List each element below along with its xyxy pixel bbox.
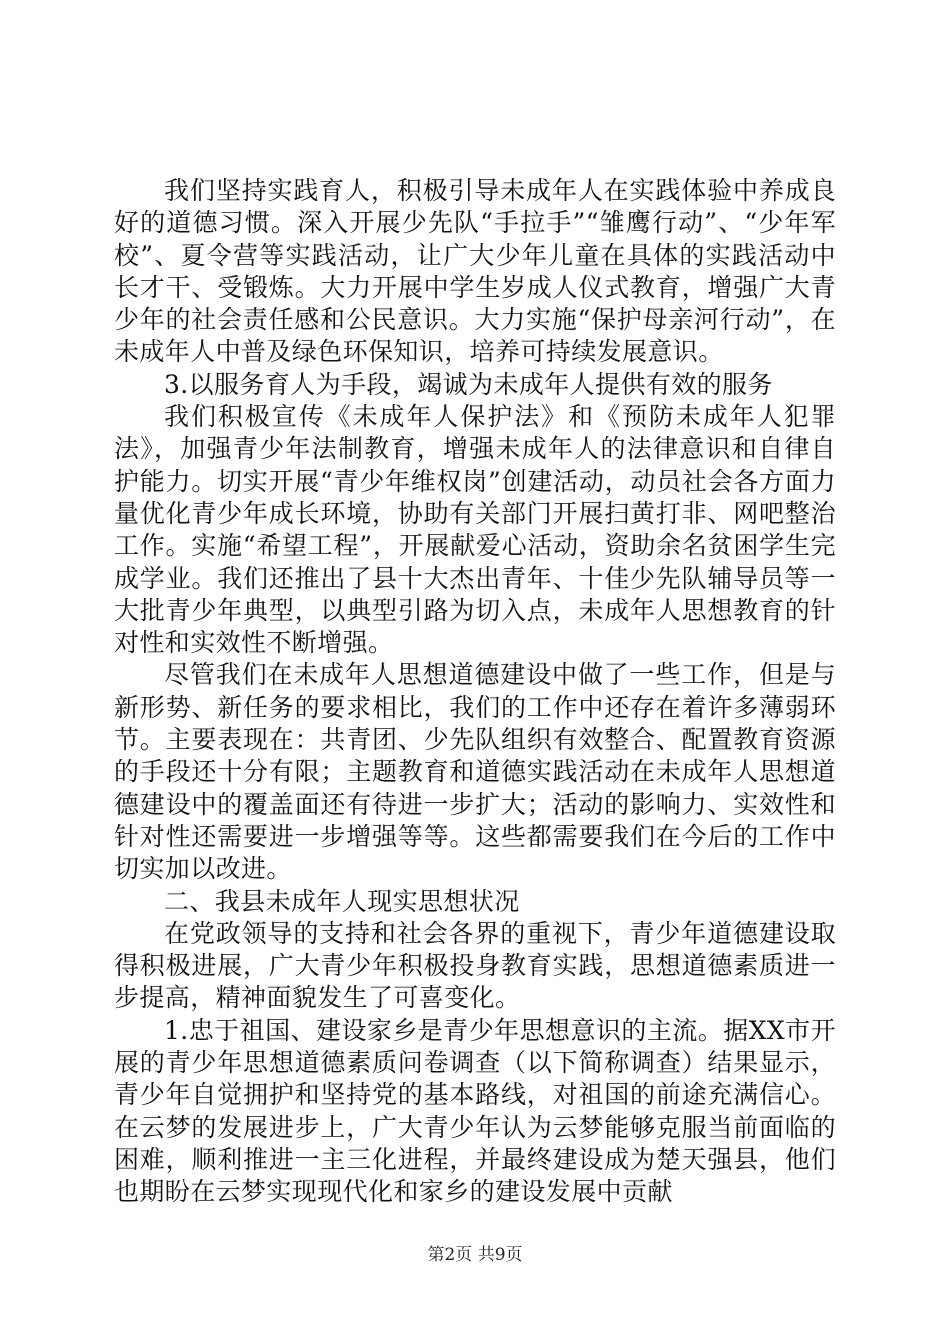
section-heading-service: 3.以服务育人为手段，竭诚为未成年人提供有效的服务 xyxy=(164,369,773,399)
paragraph-shortcomings: 尽管我们在未成年人思想道德建设中做了一些工作，但是与新形势、新任务的要求相比，我们的工作中还存在着许多薄弱环节。主要表现在：共青团、少先队组织有效整合、配置教育资源的手段还十分有限；主题教育和道德实践活动在未成年人思想道德建设中的覆盖面还有待进一步扩大；活动的影响力、实效性和针对性还需要进一步增强等等。这些都需要我们在今后的工作中切实加以改进。 xyxy=(114,660,836,884)
page-number-footer: 第2页 共9页 xyxy=(427,1245,523,1265)
paragraph-progress: 在党政领导的支持和社会各界的重视下，青少年道德建设取得积极进展，广大青少年积极投身教育实践，思想道德素质进一步提高，精神面貌发生了可喜变化。 xyxy=(114,918,836,1013)
paragraph-practice-education: 我们坚持实践育人，积极引导未成年人在实践体验中养成良好的道德习惯。深入开展少先队“手拉手”“雏鹰行动”、“少年军校”、夏令营等实践活动，让广大少年儿童在具体的实践活动中长才干、受锻炼。大力开展中学生岁成人仪式教育，增强广大青少年的社会责任感和公民意识。大力实施“保护母亲河行动”，在未成年人中普及绿色环保知识，培养可持续发展意识。 xyxy=(114,176,836,367)
section-heading-current-status: 二、我县未成年人现实思想状况 xyxy=(164,886,520,916)
paragraph-legal-education: 我们积极宣传《未成年人保护法》和《预防未成年人犯罪法》，加强青少年法制教育，增强未成年人的法律意识和自律自护能力。切实开展“青少年维权岗”创建活动，动员社会各方面力量优化青少年成长环境，协助有关部门开展扫黄打非、网吧整治工作。实施“希望工程”，开展献爱心活动，资助余名贫困学生完成学业。我们还推出了县十大杰出青年、十佳少先队辅导员等一大批青少年典型，以典型引路为切入点，未成年人思想教育的针对性和实效性不断增强。 xyxy=(114,402,836,658)
paragraph-patriotism: 1.忠于祖国、建设家乡是青少年思想意识的主流。据XX市开展的青少年思想道德素质问卷调查（以下简称调查）结果显示，青少年自觉拥护和坚持党的基本路线，对祖国的前途充满信心。在云梦的发展进步上，广大青少年认为云梦能够克服当前面临的困难，顺利推进一主三化进程，并最终建设成为楚天强县，他们也期盼在云梦实现现代化和家乡的建设发展中贡献 xyxy=(114,1015,836,1207)
document-body xyxy=(114,175,836,1209)
